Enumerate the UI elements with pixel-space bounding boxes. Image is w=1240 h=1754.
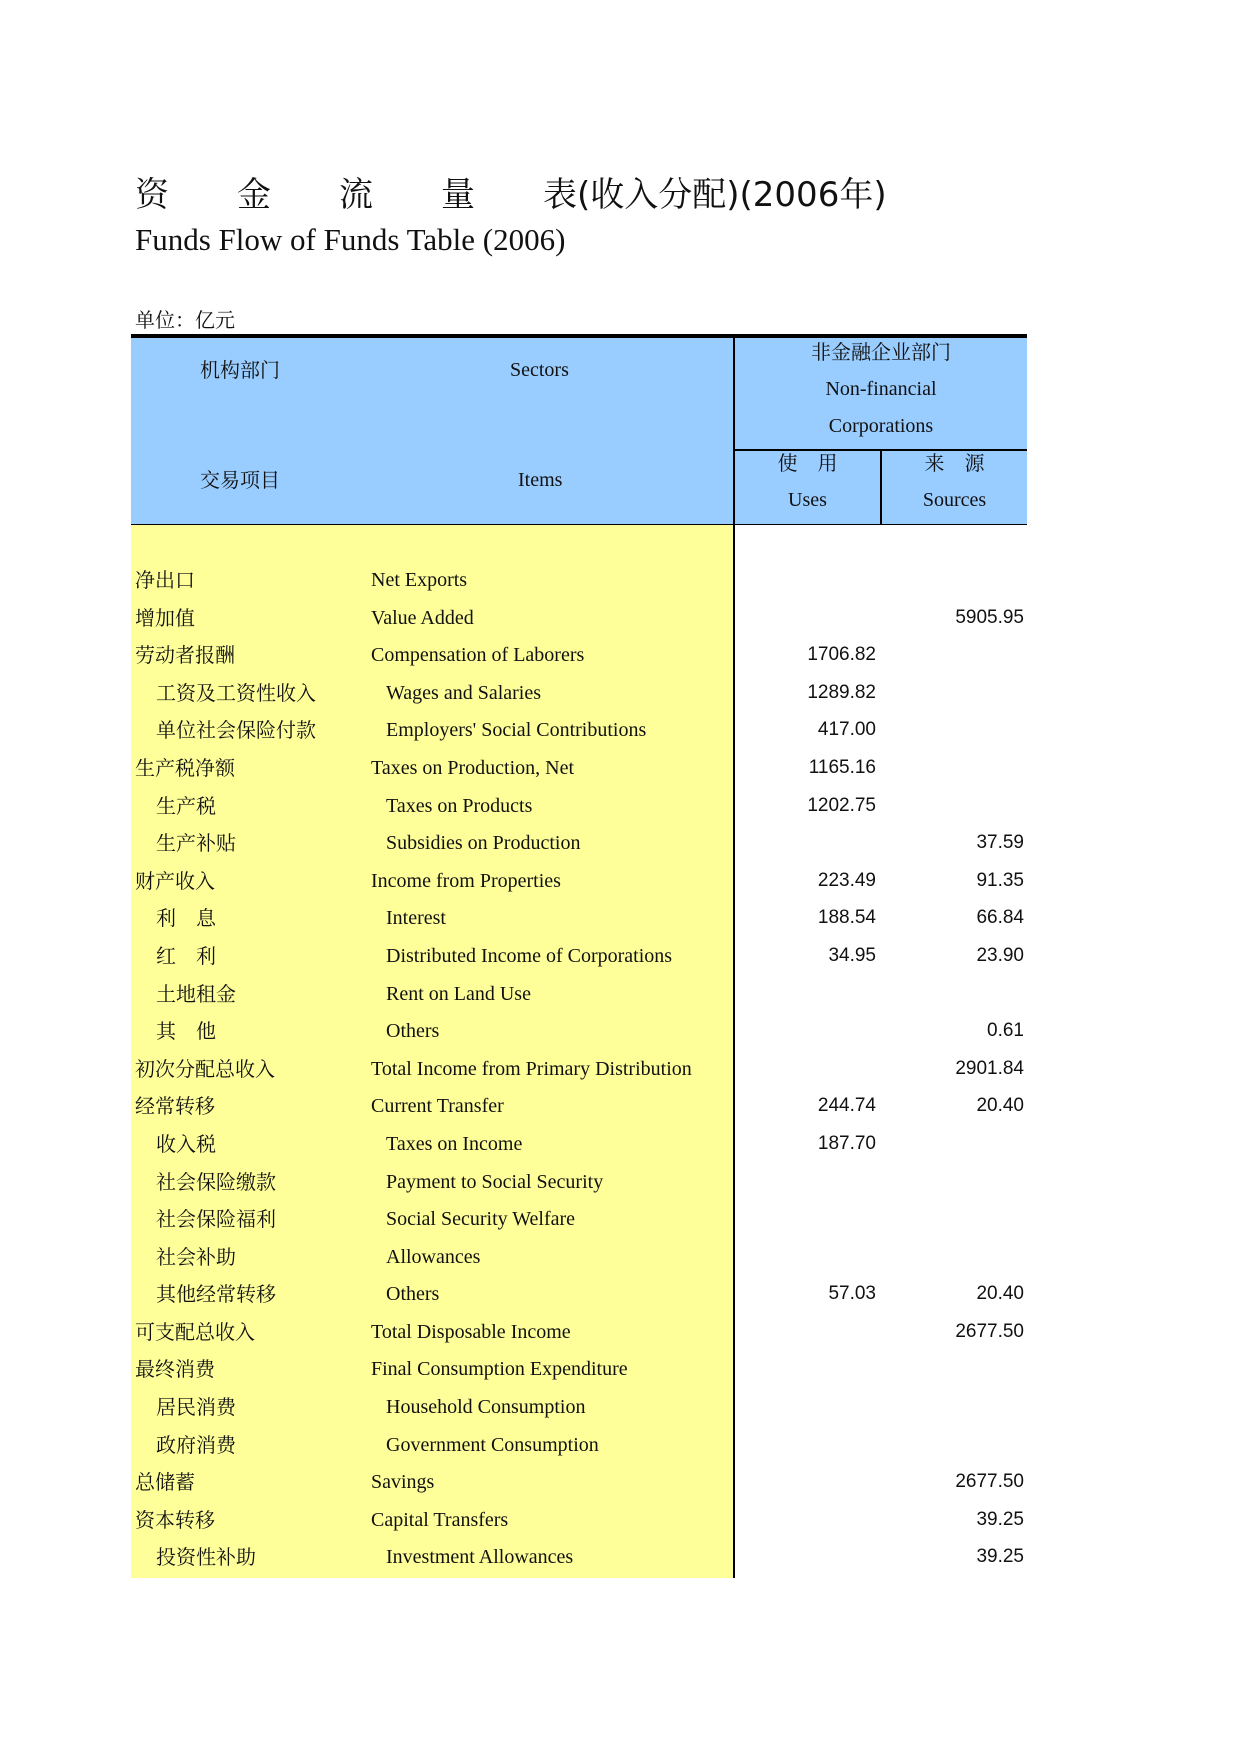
header-items-en: Items bbox=[518, 469, 563, 491]
table-row bbox=[0, 1314, 1240, 1352]
header-sources-cn: 来 源 bbox=[924, 451, 985, 475]
row-label-cn: 其他经常转移 bbox=[156, 1282, 276, 1307]
row-uses-value: 187.70 bbox=[817, 1132, 876, 1154]
row-sources-value: 66.84 bbox=[976, 907, 1024, 929]
table-row bbox=[0, 1427, 1240, 1465]
row-label-cn: 可支配总收入 bbox=[135, 1319, 255, 1344]
row-label-en: Total Disposable Income bbox=[371, 1320, 571, 1343]
table-row bbox=[0, 675, 1240, 713]
row-uses-value: 57.03 bbox=[828, 1283, 876, 1305]
row-sources-value: 39.25 bbox=[976, 1508, 1024, 1530]
row-sources-value: 23.90 bbox=[976, 944, 1024, 966]
table-row bbox=[0, 1164, 1240, 1202]
table-row bbox=[0, 1088, 1240, 1126]
table-row bbox=[0, 1464, 1240, 1502]
header-items-cn: 交易项目 bbox=[200, 468, 280, 492]
row-label-cn: 政府消费 bbox=[156, 1432, 236, 1457]
title-char-2: 金 bbox=[237, 175, 271, 215]
row-label-cn: 总储蓄 bbox=[135, 1470, 195, 1495]
row-label-cn: 财产收入 bbox=[135, 868, 215, 893]
row-label-en: Value Added bbox=[371, 606, 474, 629]
table-row bbox=[0, 1126, 1240, 1164]
table-row bbox=[0, 1201, 1240, 1239]
row-sources-value: 2901.84 bbox=[955, 1057, 1024, 1079]
table-row bbox=[0, 1051, 1240, 1089]
row-sources-value: 91.35 bbox=[976, 869, 1024, 891]
table-body bbox=[0, 562, 1240, 1577]
row-label-cn: 劳动者报酬 bbox=[135, 643, 235, 668]
header-bottom-rule bbox=[131, 524, 1027, 525]
row-uses-value: 223.49 bbox=[817, 869, 876, 891]
row-label-cn: 工资及工资性收入 bbox=[156, 680, 316, 705]
title-char-3: 流 bbox=[339, 175, 373, 215]
row-label-en: Net Exports bbox=[371, 569, 468, 591]
row-label-en: Others bbox=[386, 1283, 440, 1306]
row-label-cn: 资本转移 bbox=[135, 1507, 215, 1532]
header-nfc-en-line1: Non-financial bbox=[825, 378, 937, 400]
row-label-en: Current Transfer bbox=[371, 1095, 504, 1118]
header-sectors-en: Sectors bbox=[510, 359, 569, 381]
row-sources-value: 0.61 bbox=[987, 1020, 1024, 1042]
table-row bbox=[0, 600, 1240, 638]
table-row bbox=[0, 1389, 1240, 1427]
row-sources-value: 20.40 bbox=[976, 1283, 1024, 1305]
row-label-cn: 生产税净额 bbox=[135, 755, 235, 780]
row-label-cn: 投资性补助 bbox=[156, 1545, 256, 1570]
row-label-en: Social Security Welfare bbox=[386, 1208, 576, 1231]
table-row bbox=[0, 1539, 1240, 1577]
header-uses-cn: 使 用 bbox=[777, 451, 838, 475]
row-uses-value: 244.74 bbox=[817, 1095, 876, 1117]
table-row bbox=[0, 637, 1240, 675]
unit-label: 单位：亿元 bbox=[135, 308, 235, 332]
row-label-cn: 收入税 bbox=[156, 1131, 216, 1156]
title-char-1: 资 bbox=[135, 175, 169, 215]
header-sectors-cn: 机构部门 bbox=[200, 358, 280, 382]
row-uses-value: 1165.16 bbox=[808, 756, 876, 778]
table-row bbox=[0, 712, 1240, 750]
table-row bbox=[0, 938, 1240, 976]
row-label-cn: 单位社会保险付款 bbox=[156, 718, 316, 743]
row-label-en: Investment Allowances bbox=[386, 1546, 574, 1569]
row-label-en: Government Consumption bbox=[386, 1433, 599, 1456]
table-row bbox=[0, 1502, 1240, 1540]
row-label-en: Household Consumption bbox=[386, 1396, 586, 1419]
row-label-cn: 增加值 bbox=[135, 605, 195, 630]
row-label-en: Wages and Salaries bbox=[386, 681, 541, 704]
row-uses-value: 1706.82 bbox=[807, 644, 876, 666]
row-uses-value: 1202.75 bbox=[807, 794, 876, 816]
table-row bbox=[0, 863, 1240, 901]
table-row bbox=[0, 1351, 1240, 1389]
page-title-en: Funds Flow of Funds Table (2006) bbox=[135, 222, 566, 257]
row-label-en: Payment to Social Security bbox=[386, 1170, 604, 1193]
table-row bbox=[0, 750, 1240, 788]
row-label-en: Compensation of Laborers bbox=[371, 644, 585, 667]
header-sources-en: Sources bbox=[922, 489, 987, 511]
row-label-en: Taxes on Products bbox=[386, 794, 533, 817]
row-label-cn: 居民消费 bbox=[156, 1395, 236, 1420]
row-sources-value: 2677.50 bbox=[955, 1320, 1024, 1342]
row-sources-value: 39.25 bbox=[976, 1546, 1024, 1568]
row-label-en: Others bbox=[386, 1020, 440, 1043]
row-label-en: Subsidies on Production bbox=[386, 832, 581, 855]
table-row bbox=[0, 900, 1240, 938]
row-label-en: Total Income from Primary Distribution bbox=[371, 1057, 692, 1080]
row-label-en: Distributed Income of Corporations bbox=[386, 944, 673, 967]
table-row bbox=[0, 1013, 1240, 1051]
row-label-cn: 初次分配总收入 bbox=[135, 1056, 275, 1081]
row-label-cn: 利 息 bbox=[156, 906, 216, 931]
row-label-en: Taxes on Income bbox=[386, 1132, 523, 1155]
row-label-cn: 红 利 bbox=[156, 943, 216, 968]
row-uses-value: 1289.82 bbox=[807, 681, 876, 703]
page-title-cn bbox=[135, 175, 887, 215]
row-label-en: Interest bbox=[386, 907, 446, 930]
table-row bbox=[0, 976, 1240, 1014]
title-char-4: 量 bbox=[441, 175, 475, 215]
row-label-cn: 生产补贴 bbox=[156, 831, 236, 856]
row-label-cn: 其 他 bbox=[156, 1019, 216, 1044]
row-uses-value: 417.00 bbox=[817, 719, 876, 741]
row-label-en: Savings bbox=[371, 1471, 435, 1494]
row-sources-value: 20.40 bbox=[976, 1095, 1024, 1117]
header-nfc-cn: 非金融企业部门 bbox=[811, 340, 951, 364]
row-label-cn: 经常转移 bbox=[135, 1094, 215, 1119]
row-label-cn: 最终消费 bbox=[135, 1357, 215, 1382]
row-label-en: Allowances bbox=[386, 1245, 481, 1268]
row-label-cn: 净出口 bbox=[135, 568, 195, 592]
title-char-5: 表(收入分配)(2006年) bbox=[543, 175, 887, 215]
table-row bbox=[0, 1276, 1240, 1314]
row-uses-value: 188.54 bbox=[817, 907, 876, 929]
row-label-en: Rent on Land Use bbox=[386, 982, 531, 1005]
row-label-cn: 社会保险缴款 bbox=[156, 1169, 276, 1194]
row-label-cn: 社会补助 bbox=[156, 1244, 236, 1269]
header-uses-en: Uses bbox=[788, 489, 827, 511]
row-label-cn: 土地租金 bbox=[156, 981, 236, 1006]
row-sources-value: 37.59 bbox=[976, 832, 1024, 854]
row-label-cn: 社会保险福利 bbox=[156, 1207, 276, 1232]
row-sources-value: 2677.50 bbox=[955, 1471, 1024, 1493]
table-row bbox=[0, 788, 1240, 826]
row-uses-value: 34.95 bbox=[828, 944, 876, 966]
table-row bbox=[0, 825, 1240, 863]
row-label-en: Final Consumption Expenditure bbox=[371, 1358, 628, 1381]
header-nfc-en-line2: Corporations bbox=[828, 415, 934, 437]
row-sources-value: 5905.95 bbox=[955, 606, 1024, 628]
table-row bbox=[0, 562, 1240, 600]
row-label-en: Employers' Social Contributions bbox=[386, 719, 647, 742]
table-row bbox=[0, 1239, 1240, 1277]
row-label-cn: 生产税 bbox=[156, 793, 216, 818]
row-label-en: Taxes on Production, Net bbox=[371, 756, 575, 779]
row-label-en: Capital Transfers bbox=[371, 1508, 509, 1531]
row-label-en: Income from Properties bbox=[371, 869, 561, 892]
